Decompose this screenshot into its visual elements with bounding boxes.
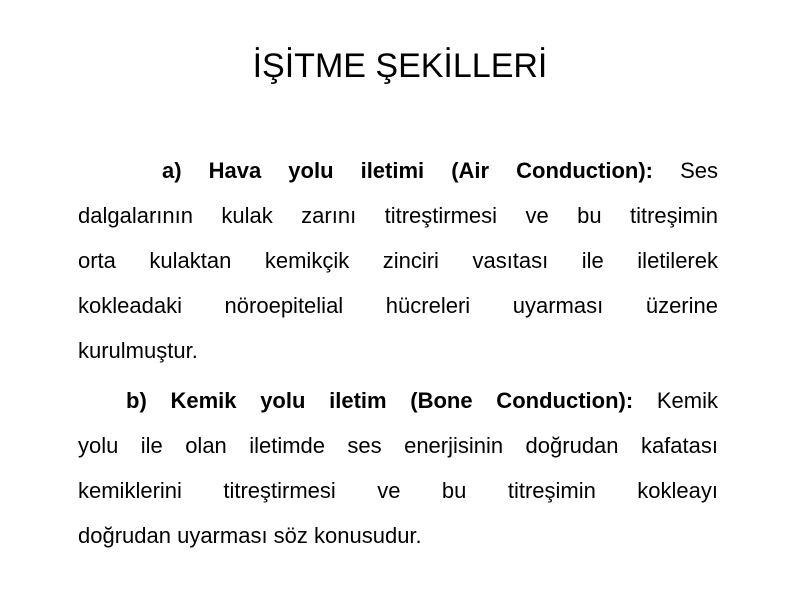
paragraph-line: dalgalarının kulak zarını titreştirmesi ve bu titreşimin — [78, 203, 718, 228]
paragraph-line: orta kulaktan kemikçik zinciri vasıtası ile iletilerek — [78, 248, 718, 273]
paragraph-heading: a) Hava yolu iletimi (Air Conduction): — [162, 158, 654, 183]
paragraph-text: Kemik — [633, 388, 718, 413]
paragraph-bone-conduction — [78, 378, 718, 558]
slide-title: İŞİTME ŞEKİLLERİ — [252, 47, 548, 85]
paragraph-heading: b) Kemik yolu iletim (Bone Conduction): — [126, 388, 634, 413]
paragraph-line: kemiklerini titreştirmesi ve bu titreşimin kokleayı — [78, 478, 718, 503]
paragraph-line: kokleadaki nöroepitelial hücreleri uyarması üzerine — [78, 293, 718, 318]
paragraph-text: Ses — [653, 158, 718, 183]
paragraph-line: yolu ile olan iletimde ses enerjisinin doğrudan kafatası — [78, 433, 718, 458]
paragraph-line — [78, 378, 718, 423]
paragraph-line: doğrudan uyarması söz konusudur. — [78, 523, 422, 548]
paragraph-line: kurulmuştur. — [78, 338, 198, 363]
paragraph-line — [78, 148, 718, 193]
paragraph-air-conduction — [78, 148, 718, 373]
